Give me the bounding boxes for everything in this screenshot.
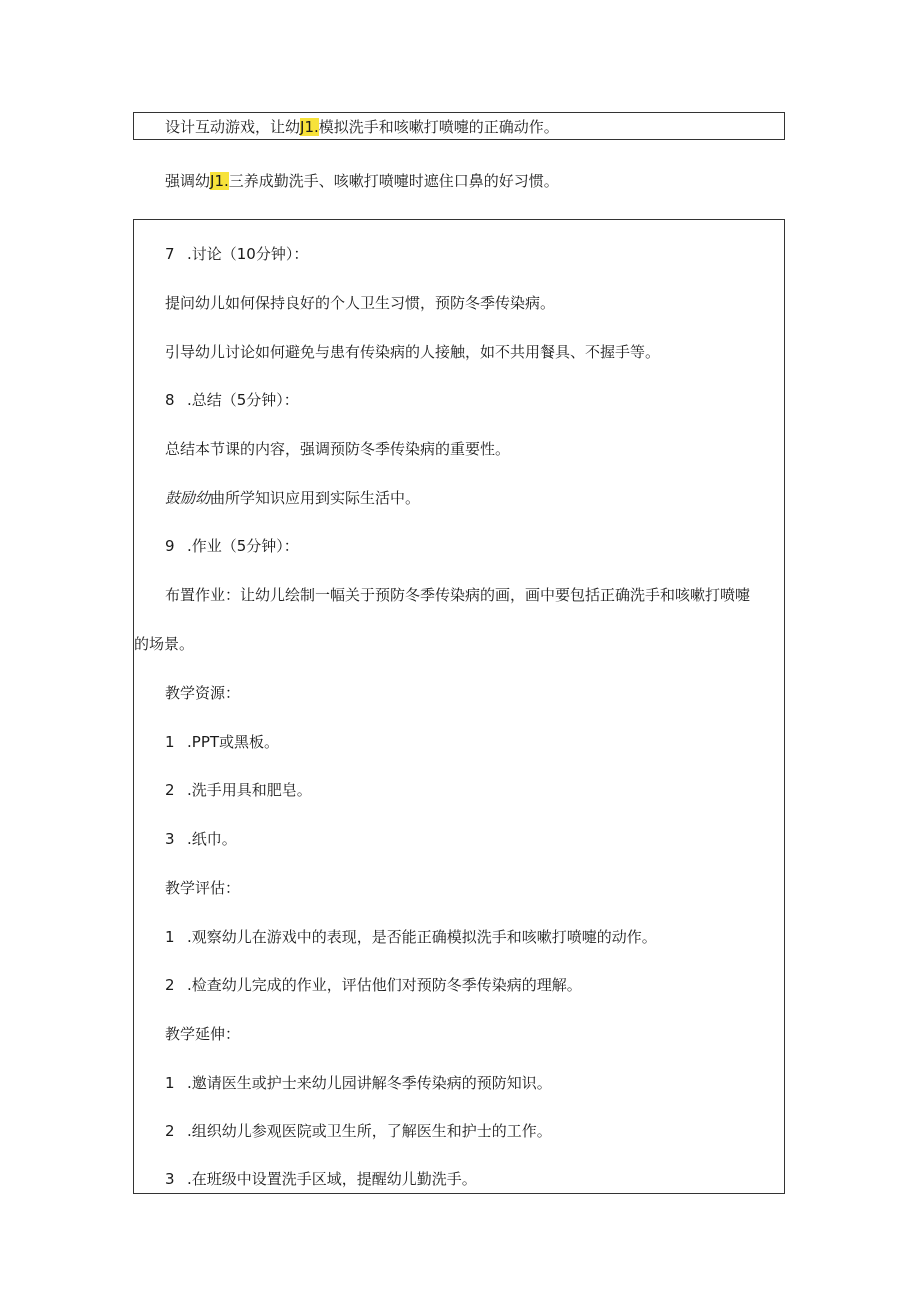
emphasis-text-post: 三养成勤洗手、咳嗽打喷嚏时遮住口鼻的好习惯。 bbox=[228, 172, 559, 190]
summary-paragraph-2 bbox=[165, 488, 420, 508]
discussion-heading bbox=[165, 244, 308, 264]
item-text: .观察幼儿在游戏中的表现，是否能正确模拟洗手和咳嗽打喷嚏的动作。 bbox=[187, 928, 657, 946]
section-number: 9 bbox=[165, 537, 175, 555]
summary-italic-fragment: 鼓励幼 bbox=[165, 489, 211, 507]
section-number: 7 bbox=[165, 245, 175, 263]
game-design-text-pre: 设计互动游戏，让幼 bbox=[165, 118, 301, 136]
homework-paragraph: 布置作业：让幼儿绘制一幅关于预防冬季传染病的画，画中要包括正确洗手和咳嗽打喷嚏 bbox=[165, 586, 751, 604]
item-text: .检查幼儿完成的作业，评估他们对预防冬季传染病的理解。 bbox=[187, 976, 582, 994]
resources-item bbox=[165, 829, 237, 849]
evaluation-item bbox=[165, 927, 657, 947]
section-heading-text: .总结（5分钟）： bbox=[187, 391, 299, 409]
item-number: 1 bbox=[165, 733, 175, 751]
emphasis-text-pre: 强调幼 bbox=[165, 172, 211, 190]
summary-heading bbox=[165, 390, 299, 410]
extension-heading: 教学延伸： bbox=[165, 1025, 241, 1043]
resources-heading: 教学资源： bbox=[165, 684, 241, 702]
section-number: 8 bbox=[165, 391, 175, 409]
game-design-text-post: 模拟洗手和咳嗽打喷嚏的正确动作。 bbox=[318, 118, 559, 136]
highlight-mark: J1. bbox=[210, 172, 229, 190]
homework-paragraph-continued: 的场景。 bbox=[134, 635, 195, 653]
section-heading-text: .讨论（10分钟）： bbox=[187, 245, 309, 263]
extension-item bbox=[165, 1121, 552, 1141]
homework-heading bbox=[165, 536, 299, 556]
emphasis-line bbox=[165, 171, 559, 191]
item-number: 2 bbox=[165, 781, 175, 799]
discussion-paragraph-2: 引导幼儿讨论如何避免与患有传染病的人接触，如不共用餐具、不握手等。 bbox=[165, 343, 661, 361]
main-table-cell bbox=[133, 219, 785, 1194]
extension-item bbox=[165, 1169, 477, 1189]
item-text: .PPT或黑板。 bbox=[187, 733, 280, 751]
item-text: .在班级中设置洗手区域，提醒幼儿勤洗手。 bbox=[187, 1170, 477, 1188]
resources-item bbox=[165, 780, 312, 800]
section-heading-text: .作业（5分钟）： bbox=[187, 537, 299, 555]
highlight-mark: J1. bbox=[300, 118, 319, 136]
item-text: .洗手用具和肥皂。 bbox=[187, 781, 312, 799]
item-number: 1 bbox=[165, 928, 175, 946]
summary-text-rest: 曲所学知识应用到实际生活中。 bbox=[210, 489, 421, 507]
evaluation-item bbox=[165, 975, 582, 995]
item-number: 2 bbox=[165, 1122, 175, 1140]
item-number: 1 bbox=[165, 1074, 175, 1092]
extension-item bbox=[165, 1073, 552, 1093]
game-design-line bbox=[165, 117, 559, 137]
item-number: 2 bbox=[165, 976, 175, 994]
discussion-paragraph-1: 提问幼儿如何保持良好的个人卫生习惯，预防冬季传染病。 bbox=[165, 294, 556, 312]
item-number: 3 bbox=[165, 1170, 175, 1188]
evaluation-heading: 教学评估： bbox=[165, 879, 241, 897]
item-text: .邀请医生或护士来幼儿园讲解冬季传染病的预防知识。 bbox=[187, 1074, 552, 1092]
item-text: .纸巾。 bbox=[187, 830, 237, 848]
item-text: .组织幼儿参观医院或卫生所，了解医生和护士的工作。 bbox=[187, 1122, 552, 1140]
item-number: 3 bbox=[165, 830, 175, 848]
resources-item bbox=[165, 732, 279, 752]
summary-paragraph-1: 总结本节课的内容，强调预防冬季传染病的重要性。 bbox=[165, 440, 511, 458]
